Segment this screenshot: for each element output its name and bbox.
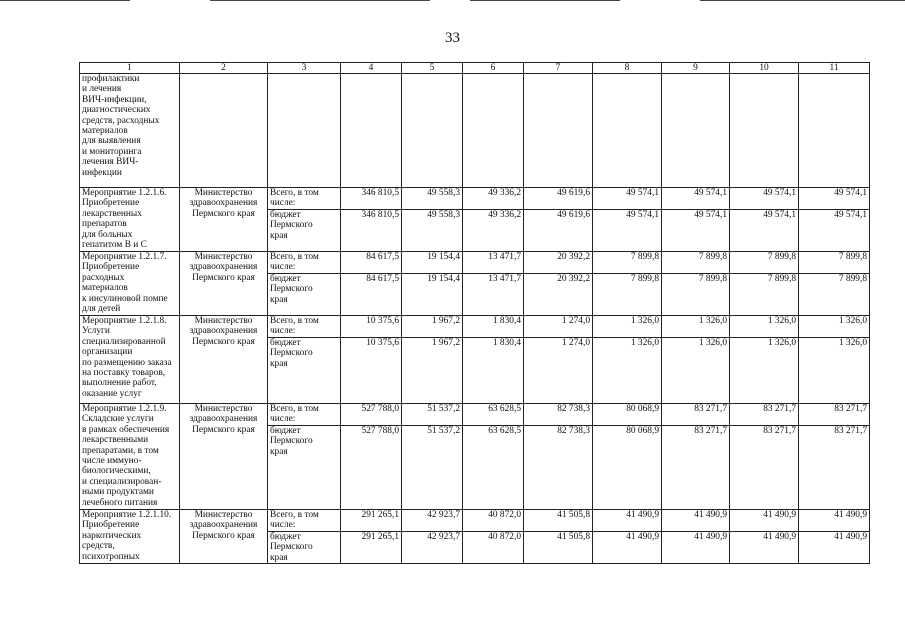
amount-cell: 13 471,7: [463, 252, 524, 274]
amount-cell: 41 490,9: [799, 510, 870, 532]
funding-source: Всего, в том числе:: [268, 316, 341, 338]
amount-cell: 49 574,1: [662, 188, 730, 210]
event-name: Мероприятие 1.2.1.10. Приобретение наркотических средств, психотропных: [80, 510, 180, 564]
amount-cell: 10 375,6: [341, 338, 402, 404]
amount-cell: 49 574,1: [730, 210, 799, 252]
amount-cell: 7 899,8: [593, 252, 662, 274]
event-total-row: [80, 404, 870, 426]
amount-cell: 346 810,5: [341, 210, 402, 252]
event-executor: Министерство здравоохранения Пермского края: [180, 188, 268, 252]
amount-cell: 1 326,0: [593, 338, 662, 404]
amount-cell: 41 490,9: [593, 532, 662, 564]
funding-source: бюджет Пермского края: [268, 426, 341, 510]
scan-edge-line: [470, 0, 620, 1]
amount-cell: 49 574,1: [593, 210, 662, 252]
amount-cell: 41 505,8: [524, 510, 593, 532]
amount-cell: 7 899,8: [730, 274, 799, 316]
event-name: Мероприятие 1.2.1.7. Приобретение расходных материалов к инсулиновой помпе для детей: [80, 252, 180, 316]
funding-source: бюджет Пермского края: [268, 532, 341, 564]
amount-cell: 84 617,5: [341, 274, 402, 316]
amount-cell: 83 271,7: [662, 404, 730, 426]
empty-cell: [341, 74, 402, 188]
column-header: 8: [593, 63, 662, 74]
funding-source: Всего, в том числе:: [268, 510, 341, 532]
amount-cell: 7 899,8: [662, 252, 730, 274]
empty-cell: [402, 74, 463, 188]
amount-cell: 83 271,7: [662, 426, 730, 510]
amount-cell: 49 574,1: [799, 188, 870, 210]
event-total-row: [80, 316, 870, 338]
column-header: 6: [463, 63, 524, 74]
empty-cell: [730, 74, 799, 188]
amount-cell: 82 738,3: [524, 404, 593, 426]
amount-cell: 1 326,0: [662, 316, 730, 338]
empty-cell: [593, 74, 662, 188]
funding-source: Всего, в том числе:: [268, 252, 341, 274]
amount-cell: 41 490,9: [662, 510, 730, 532]
event-total-row: [80, 188, 870, 210]
empty-cell: [662, 74, 730, 188]
amount-cell: 49 336,2: [463, 210, 524, 252]
amount-cell: 41 490,9: [730, 510, 799, 532]
amount-cell: 49 558,3: [402, 210, 463, 252]
amount-cell: 80 068,9: [593, 404, 662, 426]
amount-cell: 1 967,2: [402, 338, 463, 404]
event-name-continuation: профилактики и лечения ВИЧ-инфекции, диагностических средств, расходных материалов для выявления и мониторинга лечения ВИЧ- инфекции: [80, 74, 180, 188]
amount-cell: 82 738,3: [524, 426, 593, 510]
amount-cell: 83 271,7: [799, 404, 870, 426]
funding-source: бюджет Пермского края: [268, 274, 341, 316]
amount-cell: 7 899,8: [799, 274, 870, 316]
amount-cell: 1 326,0: [799, 338, 870, 404]
amount-cell: 49 619,6: [524, 210, 593, 252]
event-executor: Министерство здравоохранения Пермского края: [180, 316, 268, 404]
amount-cell: 49 574,1: [593, 188, 662, 210]
amount-cell: 49 574,1: [799, 210, 870, 252]
amount-cell: 1 326,0: [662, 338, 730, 404]
budget-table: [79, 62, 870, 564]
funding-source: бюджет Пермского края: [268, 210, 341, 252]
empty-cell: [268, 74, 341, 188]
empty-cell: [799, 74, 870, 188]
amount-cell: 83 271,7: [730, 404, 799, 426]
event-total-row: [80, 510, 870, 532]
amount-cell: 51 537,2: [402, 404, 463, 426]
amount-cell: 527 788,0: [341, 426, 402, 510]
amount-cell: 42 923,7: [402, 510, 463, 532]
amount-cell: 49 619,6: [524, 188, 593, 210]
amount-cell: 7 899,8: [799, 252, 870, 274]
amount-cell: 42 923,7: [402, 532, 463, 564]
amount-cell: 1 326,0: [593, 316, 662, 338]
amount-cell: 51 537,2: [402, 426, 463, 510]
event-executor: Министерство здравоохранения Пермского края: [180, 252, 268, 316]
amount-cell: 41 505,8: [524, 532, 593, 564]
amount-cell: 49 336,2: [463, 188, 524, 210]
empty-cell: [180, 74, 268, 188]
amount-cell: 7 899,8: [593, 274, 662, 316]
column-header: 4: [341, 63, 402, 74]
amount-cell: 1 326,0: [730, 316, 799, 338]
event-executor: Министерство здравоохранения Пермского края: [180, 404, 268, 510]
amount-cell: 80 068,9: [593, 426, 662, 510]
column-header: 5: [402, 63, 463, 74]
column-header: 2: [180, 63, 268, 74]
amount-cell: 19 154,4: [402, 252, 463, 274]
amount-cell: 49 574,1: [662, 210, 730, 252]
amount-cell: 20 392,2: [524, 274, 593, 316]
amount-cell: 1 830,4: [463, 338, 524, 404]
continuation-row: [80, 74, 870, 188]
amount-cell: 7 899,8: [730, 252, 799, 274]
funding-source: Всего, в том числе:: [268, 188, 341, 210]
scan-edge-line: [0, 0, 130, 1]
amount-cell: 41 490,9: [662, 532, 730, 564]
funding-source: бюджет Пермского края: [268, 338, 341, 404]
amount-cell: 83 271,7: [799, 426, 870, 510]
amount-cell: 63 628,5: [463, 404, 524, 426]
amount-cell: 1 274,0: [524, 316, 593, 338]
amount-cell: 41 490,9: [730, 532, 799, 564]
column-header: 3: [268, 63, 341, 74]
amount-cell: 346 810,5: [341, 188, 402, 210]
amount-cell: 84 617,5: [341, 252, 402, 274]
event-total-row: [80, 252, 870, 274]
column-number-row: [80, 63, 870, 74]
amount-cell: 41 490,9: [593, 510, 662, 532]
empty-cell: [463, 74, 524, 188]
amount-cell: 19 154,4: [402, 274, 463, 316]
column-header: 7: [524, 63, 593, 74]
amount-cell: 40 872,0: [463, 532, 524, 564]
amount-cell: 291 265,1: [341, 532, 402, 564]
column-header: 1: [80, 63, 180, 74]
page-number: 33: [445, 30, 460, 46]
amount-cell: 83 271,7: [730, 426, 799, 510]
column-header: 9: [662, 63, 730, 74]
amount-cell: 7 899,8: [662, 274, 730, 316]
amount-cell: 13 471,7: [463, 274, 524, 316]
amount-cell: 1 274,0: [524, 338, 593, 404]
amount-cell: 1 967,2: [402, 316, 463, 338]
amount-cell: 63 628,5: [463, 426, 524, 510]
scan-edge-line: [700, 0, 905, 1]
amount-cell: 41 490,9: [799, 532, 870, 564]
amount-cell: 1 830,4: [463, 316, 524, 338]
column-header: 10: [730, 63, 799, 74]
amount-cell: 49 574,1: [730, 188, 799, 210]
column-header: 11: [799, 63, 870, 74]
amount-cell: 1 326,0: [799, 316, 870, 338]
amount-cell: 1 326,0: [730, 338, 799, 404]
funding-source: Всего, в том числе:: [268, 404, 341, 426]
event-name: Мероприятие 1.2.1.9. Складские услуги в рамках обеспечения лекарственными препаратами, в том числе иммуно- биологическими, и специализирован- ными продуктами лечебного питания: [80, 404, 180, 510]
event-name: Мероприятие 1.2.1.6. Приобретение лекарственных препаратов для больных гепатитом В и С: [80, 188, 180, 252]
amount-cell: 20 392,2: [524, 252, 593, 274]
event-name: Мероприятие 1.2.1.8. Услуги специализированной организации по размещению заказа на поставку товаров, выполнение работ, оказание услуг: [80, 316, 180, 404]
scan-edge-line: [210, 0, 430, 1]
event-executor: Министерство здравоохранения Пермского края: [180, 510, 268, 564]
amount-cell: 10 375,6: [341, 316, 402, 338]
amount-cell: 49 558,3: [402, 188, 463, 210]
amount-cell: 291 265,1: [341, 510, 402, 532]
empty-cell: [524, 74, 593, 188]
amount-cell: 40 872,0: [463, 510, 524, 532]
amount-cell: 527 788,0: [341, 404, 402, 426]
